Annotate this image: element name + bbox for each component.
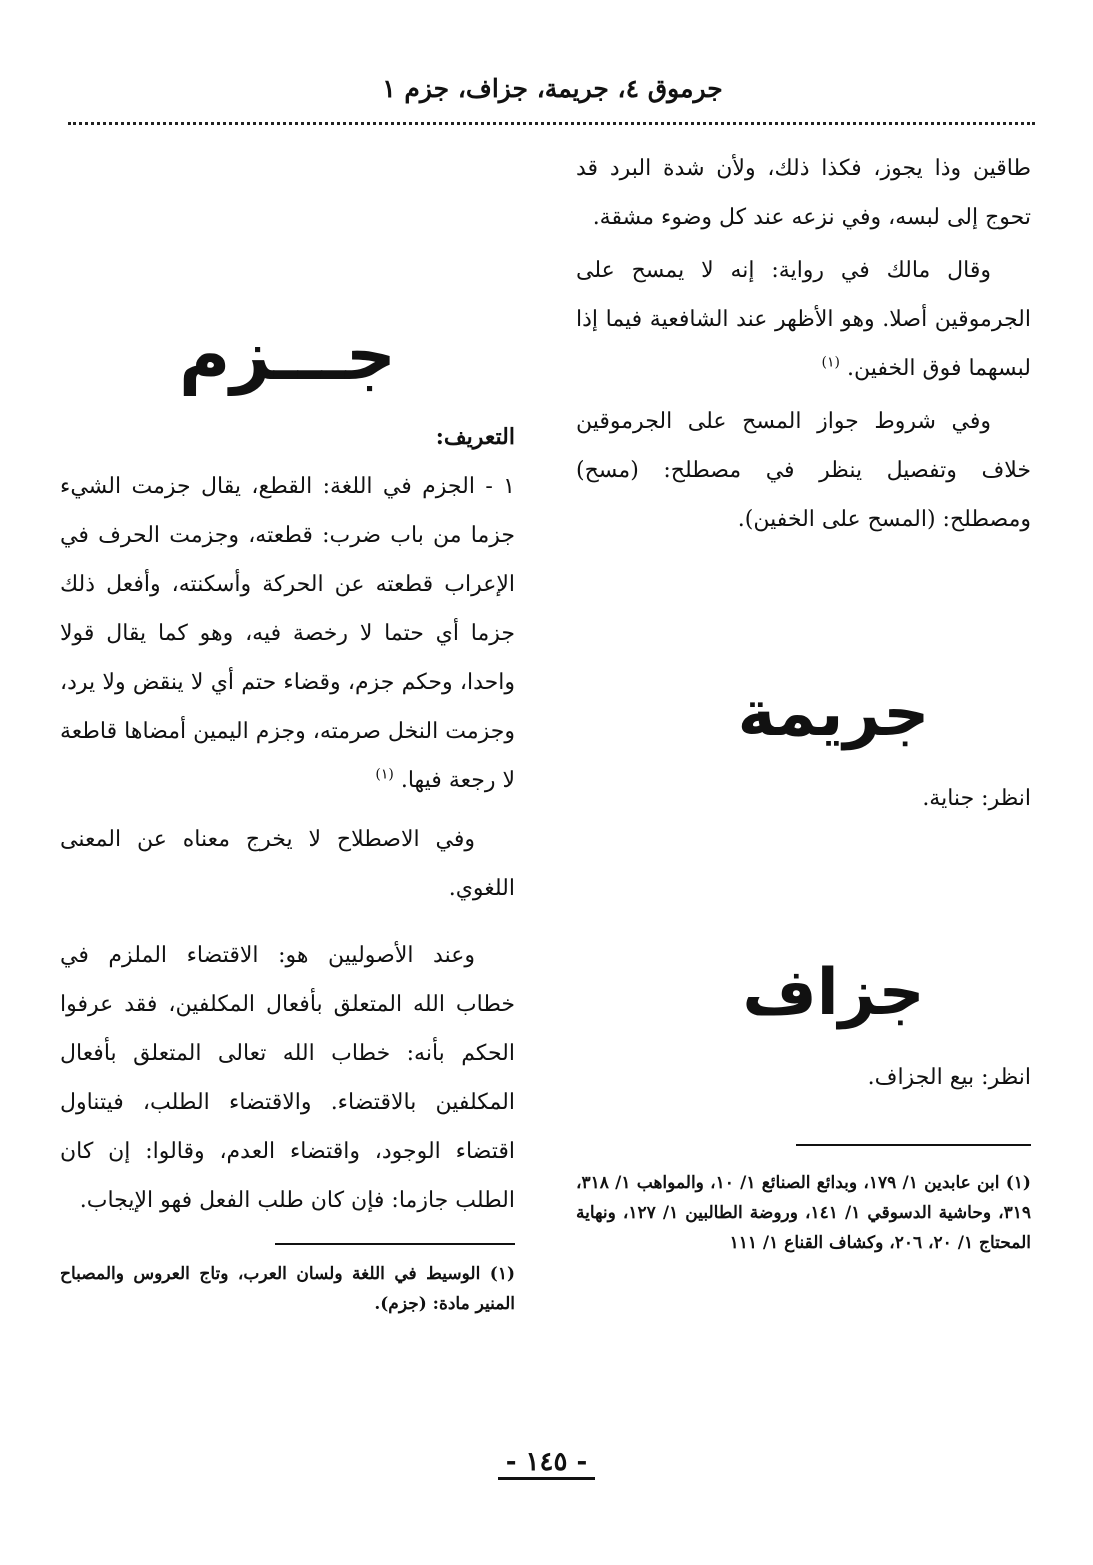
footnote-ref: (١) — [821, 354, 840, 371]
juzaf-cross-reference: انظر: بيع الجزاف. — [867, 1065, 1031, 1090]
right-paragraph-3: وفي شروط جواز المسح على الجرموقين خلاف وتفصيل ينظر في مصطلح: (مسح) ومصطلح: (المسح على الخفين). — [576, 409, 1031, 532]
right-paragraph-2-text: وقال مالك في رواية: إنه لا يمسح على الجرموقين أصلا. وهو الأظهر عند الشافعية فيما إذا لبسهما فوق الخفين. — [576, 258, 1031, 381]
entry-heading-jazm: جـــزم — [178, 314, 397, 396]
definition-title: التعريف: — [435, 424, 515, 450]
right-footnote: (١) ابن عابدين ١/ ١٧٩، وبدائع الصنائع ١/ ١٠، والمواهب ١/ ٣١٨، ٣١٩، وحاشية الدسوقي ١/ ١٤١، وروضة الطالبين ١/ ١٢٧، ونهاية المحتاج ١/ ٢٠، ٢٠٦، وكشاف القناع ١/ ١١١ — [576, 1173, 1032, 1253]
entry-heading-jarima: جريمة — [737, 677, 930, 751]
entry-heading-juzaf: جزاف — [742, 956, 925, 1030]
header-dotted-rule — [68, 122, 1035, 125]
left-paragraph-3: وعند الأصوليين هو: الاقتضاء الملزم في خطاب الله المتعلق بأفعال المكلفين، فقد عرفوا الحكم بأنه: خطاب الله تعالى المتعلق بأفعال المكلفين بالاقتضاء. والاقتضاء الطلب، فيتناول اقتضاء الوجود، واقتضاء العدم، وقالوا: إن كان الطلب جازما: فإن كان طلب الفعل فهو الإيجاب. — [60, 943, 515, 1213]
left-column — [60, 140, 515, 1319]
footnote-rule — [796, 1144, 1031, 1146]
left-paragraph-2: وفي الاصطلاح لا يخرج معناه عن المعنى اللغوي. — [60, 827, 515, 901]
right-paragraph-2 — [576, 246, 1031, 393]
left-footnote: (١) الوسيط في اللغة ولسان العرب، وتاج العروس والمصباح المنير مادة: (جزم). — [60, 1264, 515, 1314]
right-column — [576, 140, 1031, 1258]
running-header: جرموق ٤، جريمة، جزاف، جزم ١ — [382, 74, 723, 103]
footnote-ref: (١) — [375, 766, 394, 783]
page-number — [0, 1442, 1093, 1482]
page-number-text: - ١٤٥ - — [498, 1447, 596, 1480]
right-paragraph-1: طاقين وذا يجوز، فكذا ذلك، ولأن شدة البرد قد تحوج إلى لبسه، وفي نزعه عند كل وضوء مشقة. — [576, 156, 1031, 230]
left-paragraph-1-text: ١ - الجزم في اللغة: القطع، يقال جزمت الشيء جزما من باب ضرب: قطعته، وجزمت الحرف في الإعراب قطعته عن الحركة وأسكنته، وأفعل ذلك جزما أي حتما لا رخصة فيه، وهو كما يقال قولا واحدا، وحكم جزم، وقضاء حتم أي لا ينقض ولا يرد، وجزمت النخل صرمته، وجزم اليمين أمضاها قاطعة لا رجعة فيها. — [60, 474, 515, 793]
jarima-cross-reference: انظر: جناية. — [922, 786, 1031, 811]
left-paragraph-1 — [60, 462, 515, 805]
footnote-rule — [275, 1243, 515, 1245]
